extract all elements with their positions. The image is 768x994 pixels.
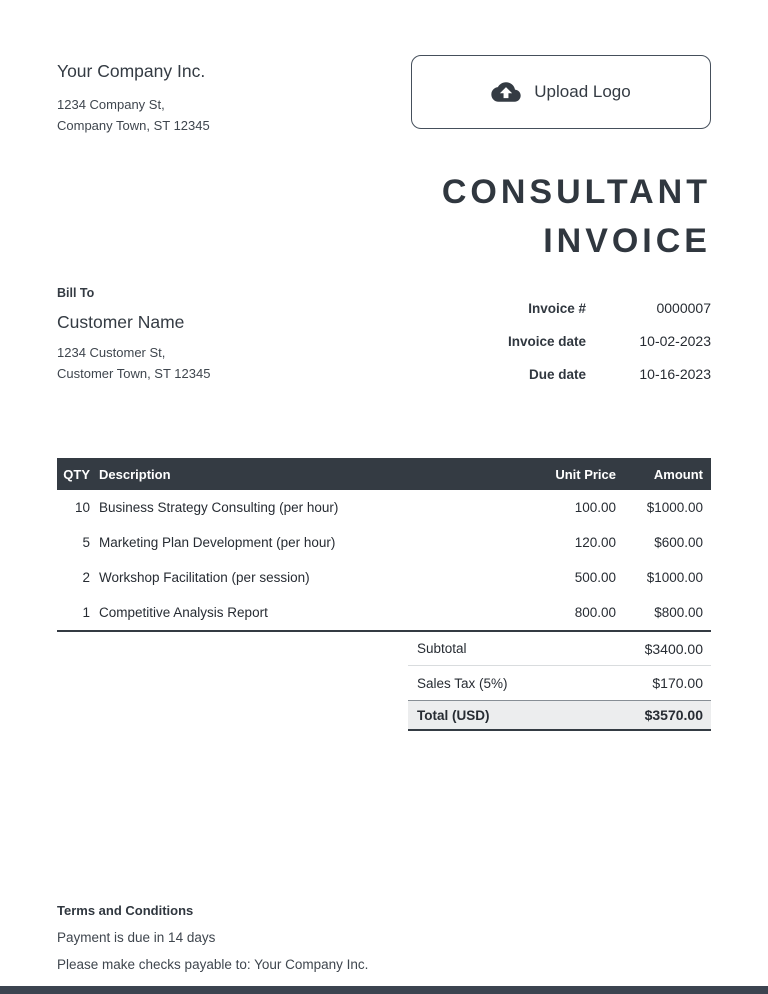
items-table: [57, 458, 711, 632]
cell-description: Competitive Analysis Report: [99, 605, 268, 620]
page-title-line1: CONSULTANT: [441, 173, 711, 211]
company-address-line1: 1234 Company St,: [57, 97, 165, 112]
cell-description: Marketing Plan Development (per hour): [99, 535, 336, 550]
page-title-line2: INVOICE: [543, 222, 711, 260]
total-label: Total (USD): [417, 707, 490, 723]
terms-heading: Terms and Conditions: [57, 903, 194, 918]
customer-address: [57, 342, 210, 384]
table-row: [57, 560, 711, 595]
sales-tax-label: Sales Tax (5%): [417, 675, 508, 691]
invoice-date-row: [408, 333, 711, 349]
company-address: [57, 94, 210, 136]
invoice-meta: [408, 300, 711, 399]
cell-qty: 2: [82, 570, 90, 585]
due-date-label: Due date: [528, 367, 586, 382]
subtotal-row: [408, 632, 711, 666]
cell-qty: 10: [74, 500, 90, 515]
cell-amount: $1000.00: [646, 570, 703, 585]
invoice-number-label: Invoice #: [528, 301, 586, 316]
bill-to-block: [57, 286, 210, 399]
company-block: [57, 61, 210, 136]
items-table-body: [57, 490, 711, 632]
upload-logo-label: Upload Logo: [534, 82, 631, 101]
cell-unit-price: 120.00: [574, 535, 616, 550]
cell-unit-price: 500.00: [574, 570, 616, 585]
cell-amount: $1000.00: [646, 500, 703, 515]
invoice-date-label: Invoice date: [507, 334, 586, 349]
header-unit-price: Unit Price: [555, 466, 616, 482]
company-address-line2: Company Town, ST 12345: [57, 118, 210, 133]
subtotal-label: Subtotal: [417, 641, 467, 656]
due-date-value: 10-16-2023: [639, 366, 711, 382]
bill-meta-section: [57, 286, 711, 399]
cell-qty: 1: [82, 605, 90, 620]
header-qty: QTY: [63, 466, 90, 482]
invoice-number-row: [408, 300, 711, 316]
items-table-header: [57, 458, 711, 490]
subtotal-value: $3400.00: [644, 640, 703, 657]
cell-unit-price: 800.00: [574, 605, 616, 620]
terms-line2: Please make checks payable to: Your Company Inc.: [57, 957, 369, 972]
cell-amount: $600.00: [654, 535, 703, 550]
bill-to-label: Bill To: [57, 286, 95, 300]
invoice-date-value: 10-02-2023: [639, 333, 711, 349]
customer-address-line1: 1234 Customer St,: [57, 345, 166, 360]
cell-amount: $800.00: [654, 605, 703, 620]
due-date-row: [408, 366, 711, 382]
table-row: [57, 490, 711, 525]
total-value: $3570.00: [644, 707, 703, 723]
cell-qty: 5: [82, 535, 90, 550]
page-title: [57, 168, 711, 266]
sales-tax-row: [408, 666, 711, 700]
invoice-number-value: 0000007: [656, 300, 711, 316]
cell-unit-price: 100.00: [574, 500, 616, 515]
totals-section: [408, 632, 711, 731]
table-row: [57, 595, 711, 630]
total-row: [408, 700, 711, 731]
cloud-upload-icon: [491, 81, 521, 103]
footer-accent-bar: [0, 986, 768, 994]
customer-address-line2: Customer Town, ST 12345: [57, 366, 211, 381]
cell-description: Workshop Facilitation (per session): [99, 570, 310, 585]
company-name: Your Company Inc.: [57, 61, 206, 81]
terms-line1: Payment is due in 14 days: [57, 930, 216, 945]
table-row: [57, 525, 711, 560]
header-description: Description: [99, 466, 171, 482]
terms-section: [57, 903, 711, 972]
header: [57, 0, 711, 136]
cell-description: Business Strategy Consulting (per hour): [99, 500, 339, 515]
header-amount: Amount: [653, 466, 703, 482]
upload-logo-button[interactable]: [411, 55, 711, 129]
customer-name: Customer Name: [57, 312, 185, 332]
sales-tax-value: $170.00: [652, 675, 703, 691]
